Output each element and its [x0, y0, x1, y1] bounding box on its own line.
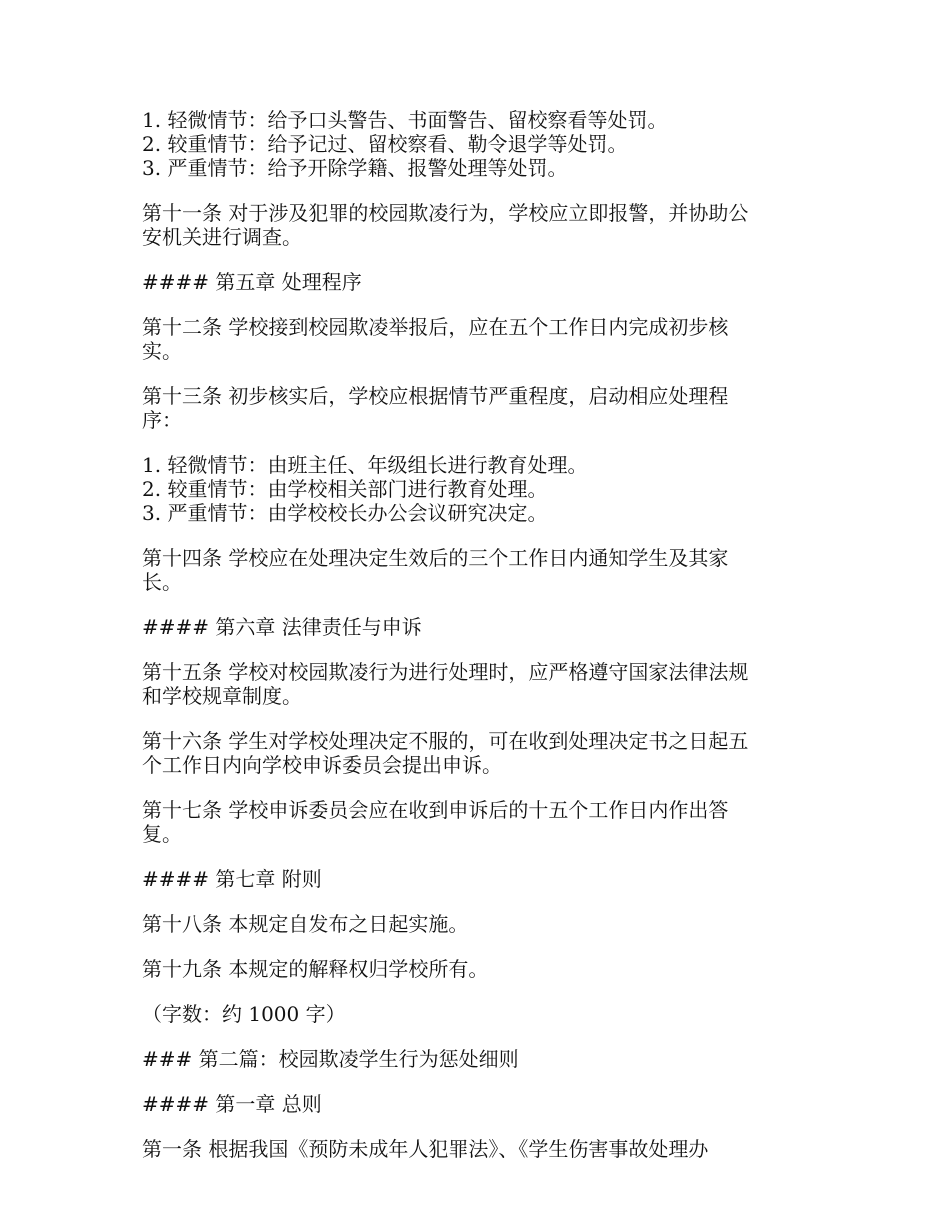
list-item: 1. 轻微情节：给予口头警告、书面警告、留校察看等处罚。: [142, 108, 668, 132]
list-item: 3. 严重情节：给予开除学籍、报警处理等处罚。: [142, 156, 568, 180]
chapter-6-heading: #### 第六章 法律责任与申诉: [142, 615, 422, 639]
article-line: 复。: [142, 822, 182, 846]
article-17: [142, 798, 822, 846]
chapter-7-heading: #### 第七章 附则: [142, 867, 322, 891]
list-item: 1. 轻微情节：由班主任、年级组长进行教育处理。: [142, 453, 588, 477]
penalty-list: [142, 108, 822, 180]
chapter-5-heading: #### 第五章 处理程序: [142, 270, 362, 294]
document-page: [142, 108, 822, 1161]
article-line: 第十三条 初步核实后，学校应根据情节严重程度，启动相应处理程: [142, 384, 729, 408]
article-line: 安机关进行调查。: [142, 225, 302, 249]
article-14: [142, 546, 822, 594]
list-item: 2. 较重情节：给予记过、留校察看、勒令退学等处罚。: [142, 132, 628, 156]
article-line: 第十二条 学校接到校园欺凌举报后，应在五个工作日内完成初步核: [142, 315, 729, 339]
article-line: 第十七条 学校申诉委员会应在收到申诉后的十五个工作日内作出答: [142, 798, 729, 822]
article-line: 序：: [142, 408, 182, 432]
word-count: （字数：约 1000 字）: [142, 1002, 346, 1026]
article-19: 第十九条 本规定的解释权归学校所有。: [142, 957, 489, 981]
article-line: 第十五条 学校对校园欺凌行为进行处理时，应严格遵守国家法律法规: [142, 660, 749, 684]
article-line: 个工作日内向学校申诉委员会提出申诉。: [142, 753, 502, 777]
article-line: 和学校规章制度。: [142, 684, 302, 708]
article-16: [142, 729, 822, 777]
part-2-chapter-1-heading: #### 第一章 总则: [142, 1092, 322, 1116]
article-line: 第十一条 对于涉及犯罪的校园欺凌行为，学校应立即报警，并协助公: [142, 201, 749, 225]
part-2-article-1: 第一条 根据我国《预防未成年人犯罪法》、《学生伤害事故处理办: [142, 1137, 709, 1161]
article-11: [142, 201, 822, 249]
part-2-heading: ### 第二篇：校园欺凌学生行为惩处细则: [142, 1047, 519, 1071]
article-line: 实。: [142, 339, 182, 363]
article-13: [142, 384, 822, 432]
list-item: 2. 较重情节：由学校相关部门进行教育处理。: [142, 477, 548, 501]
article-line: 第十四条 学校应在处理决定生效后的三个工作日内通知学生及其家: [142, 546, 729, 570]
article-12: [142, 315, 822, 363]
article-line: 第十六条 学生对学校处理决定不服的，可在收到处理决定书之日起五: [142, 729, 749, 753]
list-item: 3. 严重情节：由学校校长办公会议研究决定。: [142, 501, 548, 525]
article-18: 第十八条 本规定自发布之日起实施。: [142, 912, 469, 936]
article-15: [142, 660, 822, 708]
procedure-list: [142, 453, 822, 525]
article-line: 长。: [142, 570, 182, 594]
